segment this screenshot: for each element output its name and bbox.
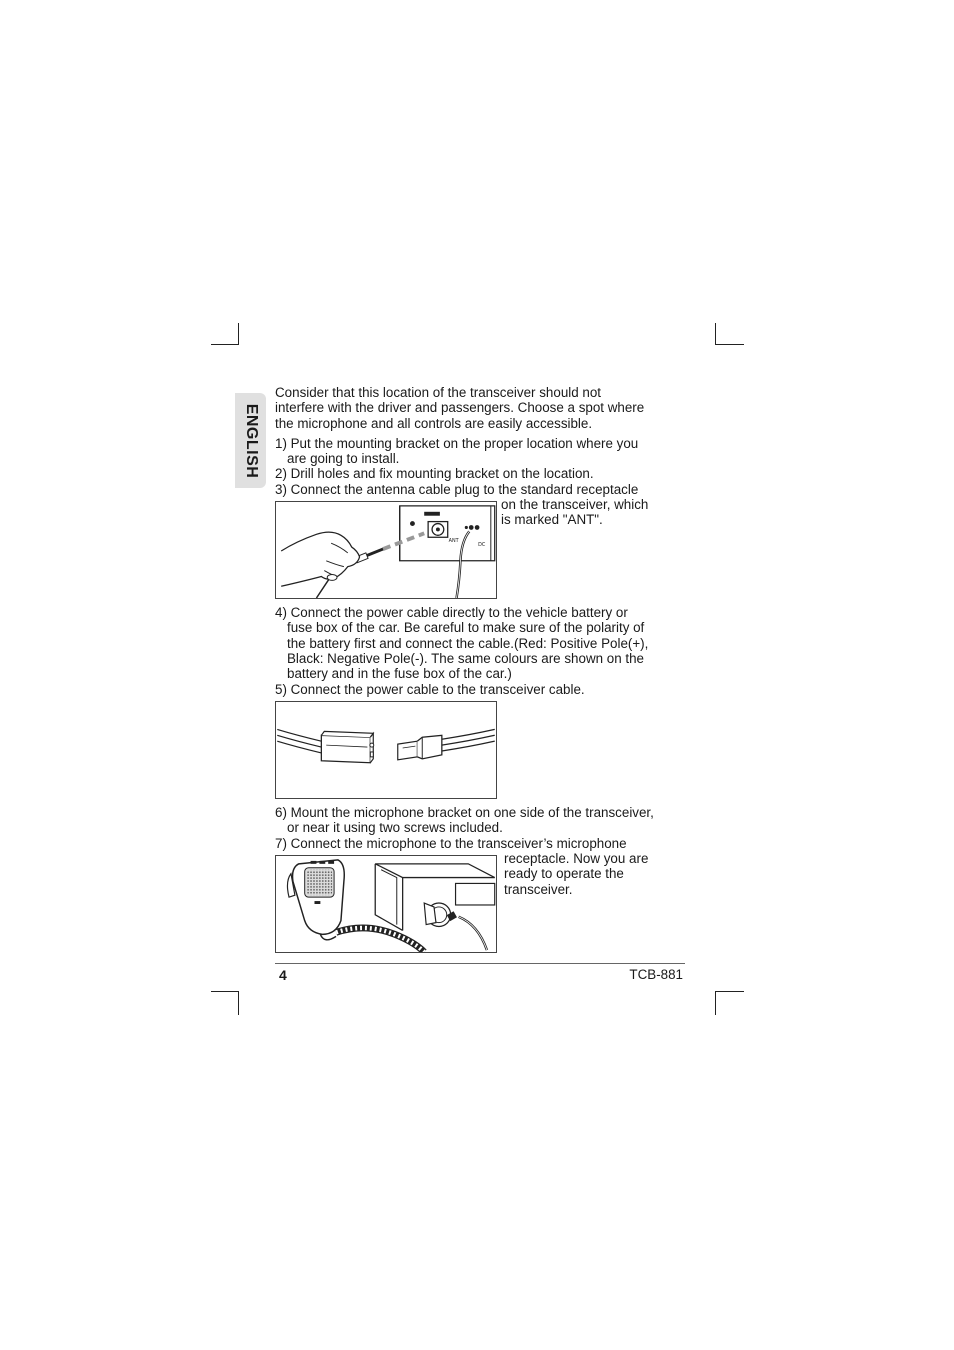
step-7-line: ready to operate the <box>504 866 624 881</box>
footer-rule <box>275 963 685 964</box>
intro-line: interfere with the driver and passengers. Choose a spot where <box>275 400 645 415</box>
step-7-line: 7) Connect the microphone to the transceiver’s microphone <box>275 836 627 851</box>
intro-line: Consider that this location of the transceiver should not <box>275 385 602 400</box>
intro-line: the microphone and all controls are easily accessible. <box>275 416 593 431</box>
language-tab <box>235 393 266 488</box>
crop-mark-top-left-v <box>238 323 239 345</box>
step-3-line: is marked "ANT". <box>501 512 603 527</box>
step-6-line: or near it using two screws included. <box>287 820 503 835</box>
crop-mark-bottom-left-v <box>238 991 239 1015</box>
antenna-connection-illustration <box>276 502 496 598</box>
language-tab-label: ENGLISH <box>242 403 260 478</box>
step-4-line: battery and in the fuse box of the car.) <box>287 666 512 681</box>
ant-port-label: ANT <box>448 538 459 545</box>
antenna-connection-figure <box>275 501 497 599</box>
step-4-line: the battery first and connect the cable.(Red: Positive Pole(+), <box>287 636 649 651</box>
dc-port-label: DC <box>478 542 486 549</box>
model-name: TCB-881 <box>629 967 683 982</box>
power-connector-illustration <box>276 702 496 798</box>
microphone-connection-illustration <box>276 856 496 952</box>
crop-mark-top-left-h <box>211 344 239 345</box>
step-4-line: 4) Connect the power cable directly to the vehicle battery or <box>275 605 628 620</box>
crop-mark-bottom-right-v <box>715 991 716 1015</box>
step-7-line: receptacle. Now you are <box>504 851 649 866</box>
step-1-line: are going to install. <box>287 451 400 466</box>
crop-mark-top-right-v <box>715 323 716 345</box>
page-number: 4 <box>279 967 287 983</box>
microphone-connection-figure <box>275 855 497 953</box>
step-4-line: Black: Negative Pole(-). The same colours are shown on the <box>287 651 645 666</box>
crop-mark-bottom-left-h <box>211 991 239 992</box>
crop-mark-bottom-right-h <box>715 991 744 992</box>
step-7-line: transceiver. <box>504 882 573 897</box>
step-1-line: 1) Put the mounting bracket on the proper location where you <box>275 436 639 451</box>
step-2-line: 2) Drill holes and fix mounting bracket on the location. <box>275 466 594 481</box>
step-6-line: 6) Mount the microphone bracket on one side of the transceiver, <box>275 805 654 820</box>
power-cable-figure <box>275 701 497 799</box>
step-3-line: 3) Connect the antenna cable plug to the standard receptacle <box>275 482 639 497</box>
crop-mark-top-right-h <box>715 344 744 345</box>
step-3-line: on the transceiver, which <box>501 497 649 512</box>
step-4-line: fuse box of the car. Be careful to make sure of the polarity of <box>287 620 645 635</box>
step-5-line: 5) Connect the power cable to the transceiver cable. <box>275 682 585 697</box>
